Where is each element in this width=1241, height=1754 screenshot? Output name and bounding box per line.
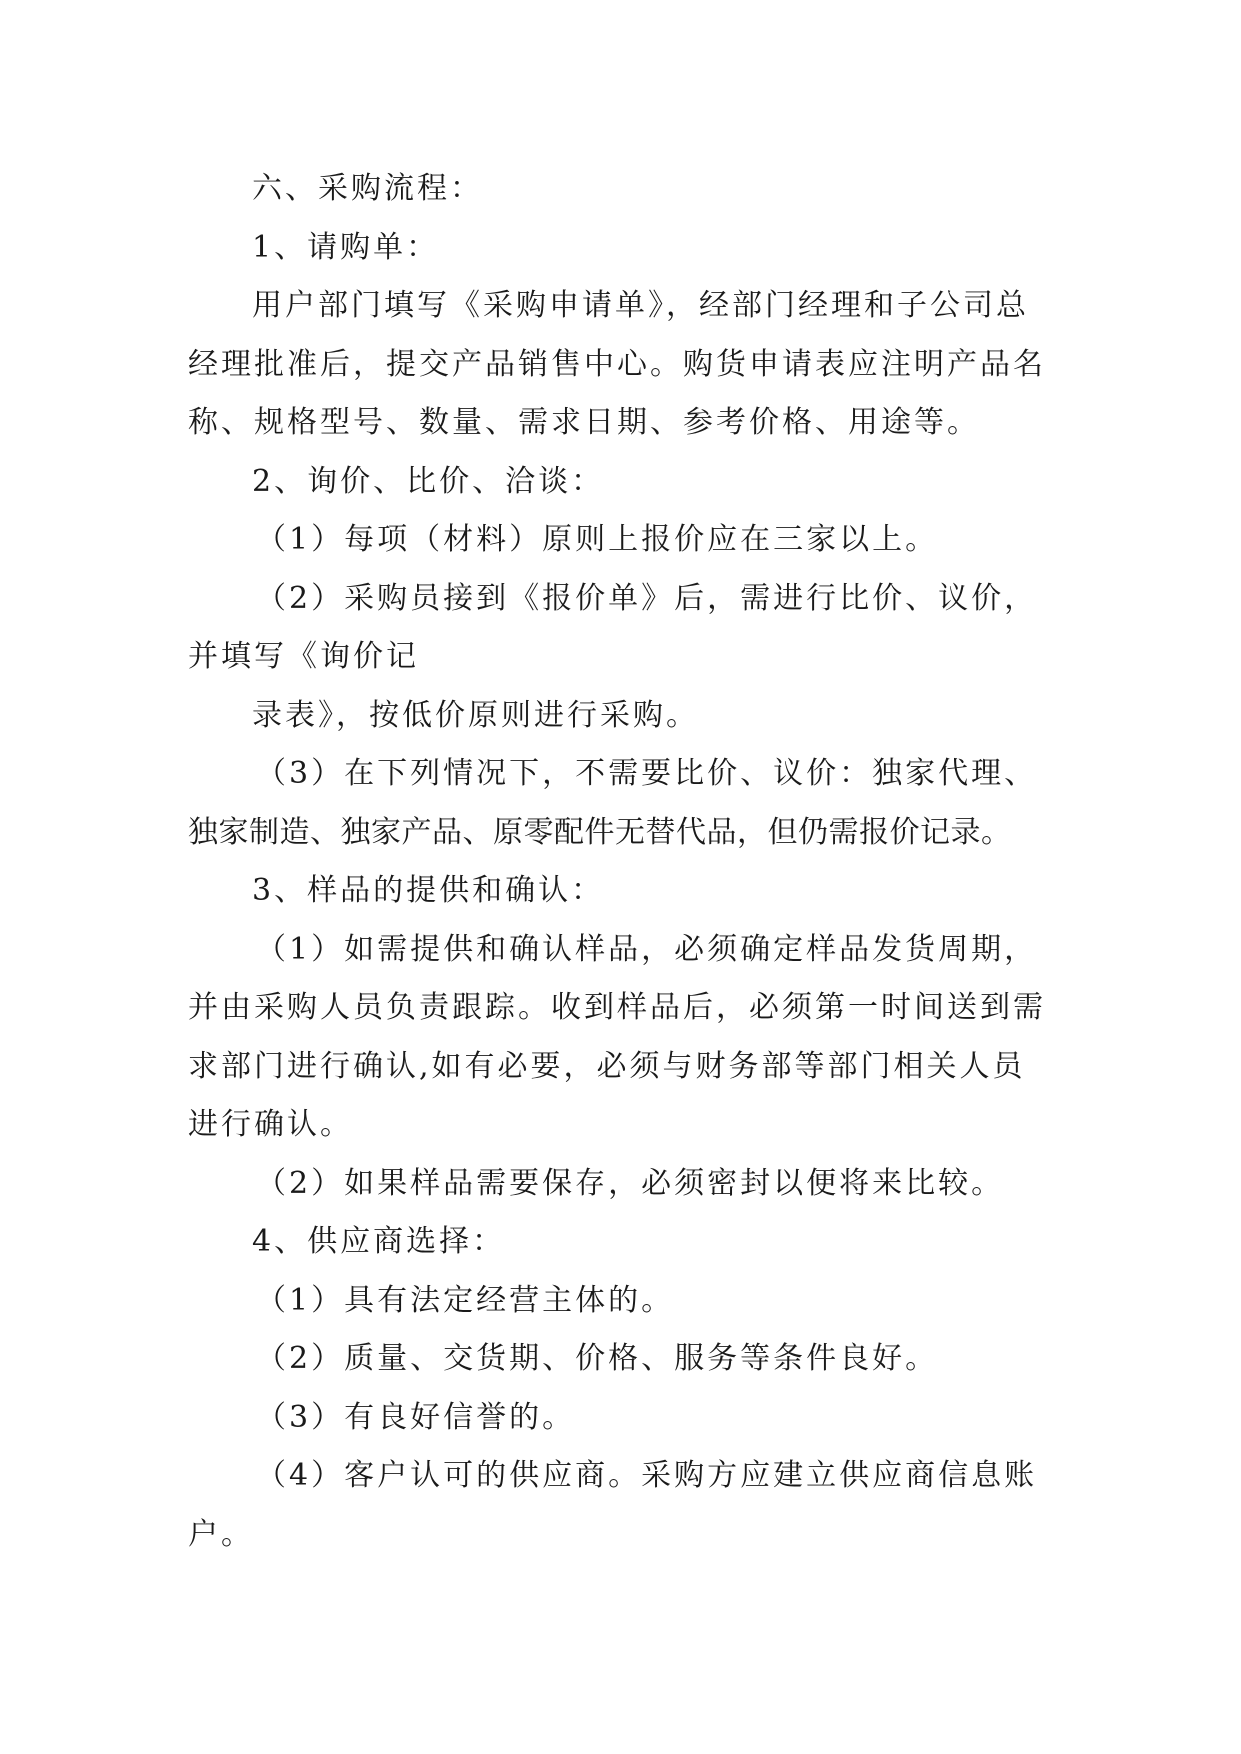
paragraph-line: 户。 [188,1516,254,1552]
list-item: （1）如需提供和确认样品，必须确定样品发货周期， [256,931,1038,967]
list-item: （1）每项（材料）原则上报价应在三家以上。 [256,522,939,557]
paragraph-line: 经理批准后，提交产品销售中心。购货申请表应注明产品名 [188,346,1046,382]
paragraph-line: 称、规格型号、数量、需求日期、参考价格、用途等。 [188,405,980,440]
paragraph-line: 独家制造、独家产品、原零配件无替代品，但仍需报价记录。 [188,814,1012,850]
list-item: （2）质量、交货期、价格、服务等条件良好。 [256,1341,939,1376]
document-body [188,160,1068,1564]
subsection-heading: 3、样品的提供和确认： [252,873,605,908]
section-heading: 六、采购流程： [252,171,483,206]
subsection-heading: 4、供应商选择： [252,1224,506,1259]
paragraph-line: 录表》，按低价原则进行采购。 [252,697,699,733]
list-item: （3）在下列情况下，不需要比价、议价：独家代理、 [256,756,1038,791]
paragraph-line: 进行确认。 [188,1107,353,1142]
paragraph-line: 并填写《询价记 [188,639,419,674]
subsection-heading: 1、请购单： [252,229,440,265]
list-item: （3）有良好信誉的。 [256,1399,576,1435]
paragraph-line: 并由采购人员负责跟踪。收到样品后，必须第一时间送到需 [188,990,1046,1025]
list-item: （4）客户认可的供应商。采购方应建立供应商信息账 [256,1458,1038,1493]
list-item: （2）采购员接到《报价单》后，需进行比价、议价， [256,580,1038,616]
list-item: （2）如果样品需要保存，必须密封以便将来比较。 [256,1165,1005,1201]
paragraph-line: 求部门进行确认,如有必要，必须与财务部等部门相关人员 [188,1048,1026,1084]
subsection-heading: 2、询价、比价、洽谈： [252,463,605,499]
paragraph-line: 用户部门填写《采购申请单》，经部门经理和子公司总 [252,288,1029,323]
list-item: （1）具有法定经营主体的。 [256,1282,675,1318]
